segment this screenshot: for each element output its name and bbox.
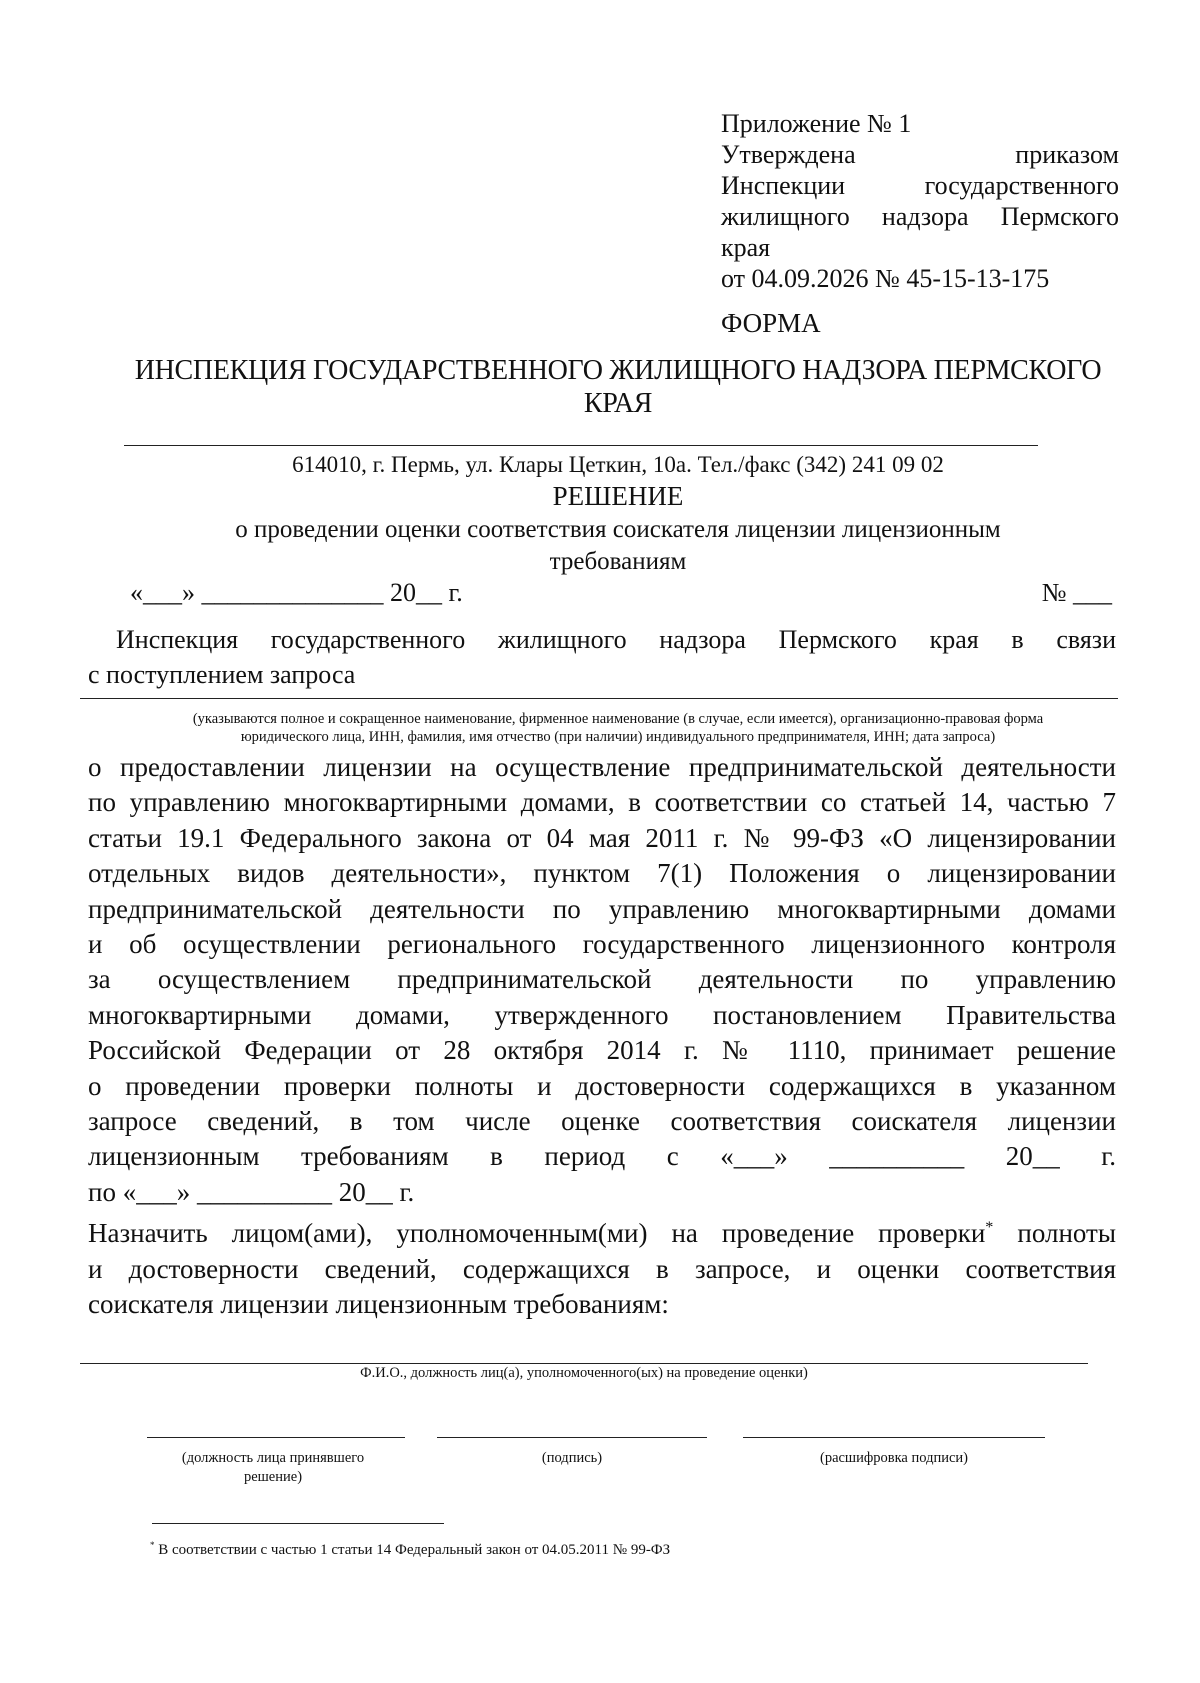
appendix-approved: Утверждена приказом (721, 140, 1119, 169)
applicant-blank-line (80, 698, 1118, 699)
assign-line3: соискателя лицензии лицензионным требованиям: (88, 1289, 669, 1320)
body-line: Российской Федерации от 28 октября 2014 г. № 1110, принимает решение (88, 1035, 1116, 1066)
form-label: ФОРМА (721, 308, 821, 338)
assign-line1-end: полноты (993, 1218, 1116, 1249)
position-caption: (должность лица принявшего решение) (181, 1450, 365, 1485)
organization-address: 614010, г. Пермь, ул. Клары Цеткин, 10а. Тел./факс (342) 241 09 02 (292, 452, 944, 477)
footnote (150, 1540, 670, 1559)
appendix-supervision: жилищного надзора Пермского (721, 202, 1119, 231)
footnote-mark: * (985, 1218, 994, 1237)
decision-body (88, 750, 1116, 1323)
body-line: о предоставлении лицензии на осуществление предпринимательской деятельности (88, 752, 1116, 782)
body-line: по управлению многоквартирными домами, в соответствии со статьей 14, частью 7 (88, 787, 1116, 818)
assign-line2: и достоверности сведений, содержащихся в запросе, и оценки соответствия (88, 1253, 1116, 1284)
decision-subtitle (150, 514, 1086, 578)
body-line: о проведении проверки полноты и достоверности содержащихся в указанном (88, 1070, 1116, 1101)
assign-line1-text: Назначить лицом(ами), уполномоченным(ми) на проведение проверки (88, 1218, 986, 1249)
appendix-inspection: Инспекции государственного (721, 171, 1119, 200)
organization-name-line1: ИНСПЕКЦИЯ ГОСУДАРСТВЕННОГО ЖИЛИЩНОГО НАДЗОРА ПЕРМСКОГО (134, 355, 1102, 386)
applicant-note-line1: (указываются полное и сокращенное наименование, фирменное наименование (в случае, если имеется), организационно-правовая форма (192, 711, 1044, 727)
decision-subtitle-line1: о проведении оценки соответствия соискателя лицензии лицензионным (235, 516, 1001, 543)
decision-number-field: № ___ (1041, 578, 1112, 607)
decoding-blank-line (743, 1437, 1045, 1438)
body-line: многоквартирными домами, утвержденного постановлением Правительства (88, 999, 1116, 1030)
decision-date-field: «___» ______________ 20__ г. (130, 578, 463, 607)
body-line: предпринимательской деятельности по управлению многоквартирными домами (88, 893, 1116, 924)
decision-subtitle-line2: требованиям (549, 548, 687, 575)
intro-line1: Инспекция государственного жилищного надзора Пермского края в связи (116, 625, 1116, 654)
decoding-caption: (расшифровка подписи) (819, 1450, 969, 1466)
footnote-symbol: * (150, 1540, 155, 1550)
body-line: запросе сведений, в том числе оценке соответствия соискателя лицензии (88, 1106, 1116, 1137)
signature-caption: (подпись) (541, 1450, 603, 1466)
body-line: статьи 19.1 Федерального закона от 04 мая 2011 г. № 99-ФЗ «О лицензировании (88, 822, 1116, 853)
applicant-note-line2: юридического лица, ИНН, фамилия, имя отчество (при наличии) индивидуального предпринимателя, ИНН; дата запроса) (240, 729, 996, 745)
intro-line2: с поступлением запроса (88, 660, 356, 689)
organization-name (110, 354, 1126, 420)
organization-name-line2: КРАЯ (583, 388, 653, 419)
period-end-line: по «___» __________ 20__ г. (88, 1176, 415, 1207)
assign-line1 (88, 1210, 1116, 1251)
body-line: лицензионным требованиям в период с «___» __________ 20__ г. (88, 1141, 1116, 1172)
signature-blank-line (437, 1437, 707, 1438)
decision-title: РЕШЕНИЕ (552, 481, 684, 511)
body-line: и об осуществлении регионального государственного лицензионного контроля (88, 929, 1116, 960)
footnote-text: В соответствии с частью 1 статьи 14 Федеральный закон от 04.05.2011 № 99-ФЗ (154, 1542, 671, 1558)
appendix-region: края (721, 233, 771, 262)
appendix-block (721, 108, 1119, 294)
appendix-order-date: от 04.09.2026 № 45-15-13-175 (721, 264, 1050, 293)
appendix-number: Приложение № 1 (721, 109, 912, 138)
body-line: отдельных видов деятельности», пунктом 7(1) Положения о лицензировании (88, 858, 1116, 889)
body-line: за осуществлением предпринимательской деятельности по управлению (88, 964, 1116, 995)
footnote-divider (152, 1523, 444, 1524)
position-blank-line (147, 1437, 405, 1438)
intro-paragraph (88, 622, 1116, 692)
assignee-caption: Ф.И.О., должность лиц(а), уполномоченного(ых) на проведение оценки) (360, 1365, 808, 1381)
header-divider (124, 445, 1038, 446)
applicant-note (110, 710, 1126, 746)
